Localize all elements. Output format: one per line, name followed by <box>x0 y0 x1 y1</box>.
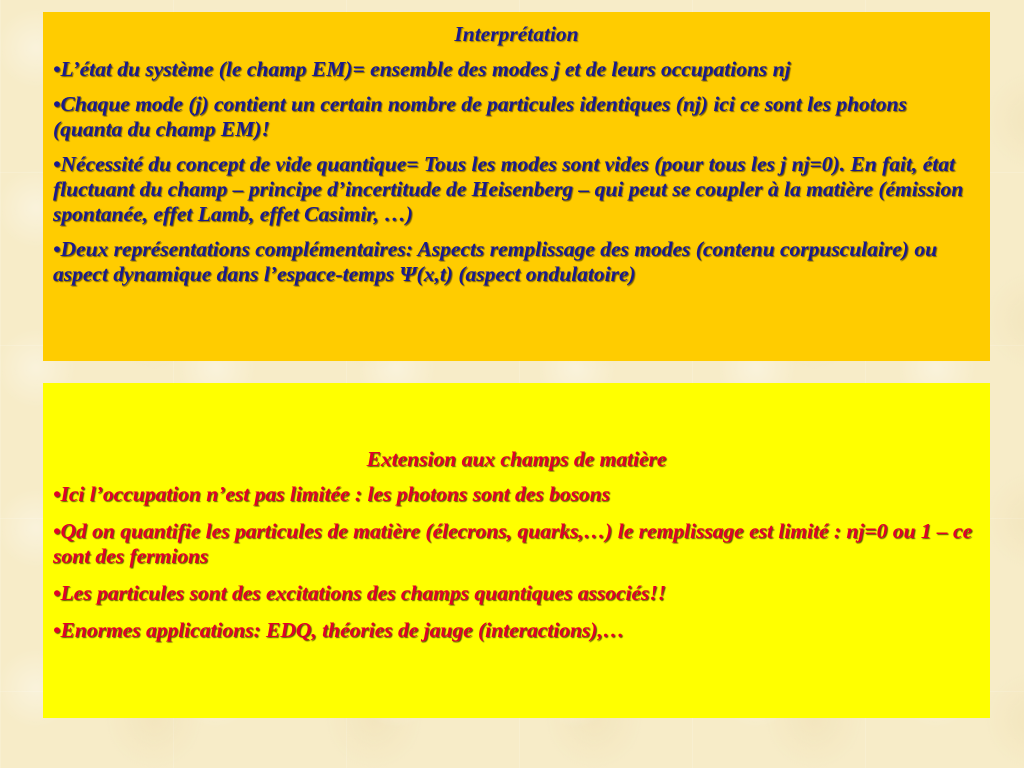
interpretation-bullet-2: •Chaque mode (j) contient un certain nombre de particules identiques (nj) ici ce sont les photons (quanta du champ EM)! <box>53 92 907 141</box>
extension-bullet-1: •Ici l’occupation n’est pas limitée : les photons sont des bosons <box>53 482 611 506</box>
extension-bullet-4: •Enormes applications: EDQ, théories de jauge (interactions),… <box>53 618 625 642</box>
extension-bullet-3: •Les particules sont des excitations des champs quantiques associés!! <box>53 581 667 605</box>
interpretation-title: Interprétation <box>454 22 579 46</box>
interpretation-bullet-4: •Deux représentations complémentaires: Aspects remplissage des modes (contenu corpusculaire) ou aspect dynamique dans l’espace-temps Ψ(x,t) (aspect ondulatoire) <box>53 237 938 286</box>
extension-panel <box>43 383 990 718</box>
interpretation-bullet-1: •L’état du système (le champ EM)= ensemble des modes j et de leurs occupations nj <box>53 57 791 81</box>
interpretation-panel <box>43 12 990 361</box>
extension-bullet-2: •Qd on quantifie les particules de matière (élecrons, quarks,…) le remplissage est limité : nj=0 ou 1 – ce sont des fermions <box>53 519 973 568</box>
extension-title: Extension aux champs de matière <box>366 447 667 471</box>
interpretation-bullet-3: •Nécessité du concept de vide quantique= Tous les modes sont vides (pour tous les j nj=0). En fait, état fluctuant du champ – principe d’incertitude de Heisenberg – qui peut se coupler à la matière (émission spontanée, effet Lamb, effet Casimir, …) <box>53 152 964 226</box>
